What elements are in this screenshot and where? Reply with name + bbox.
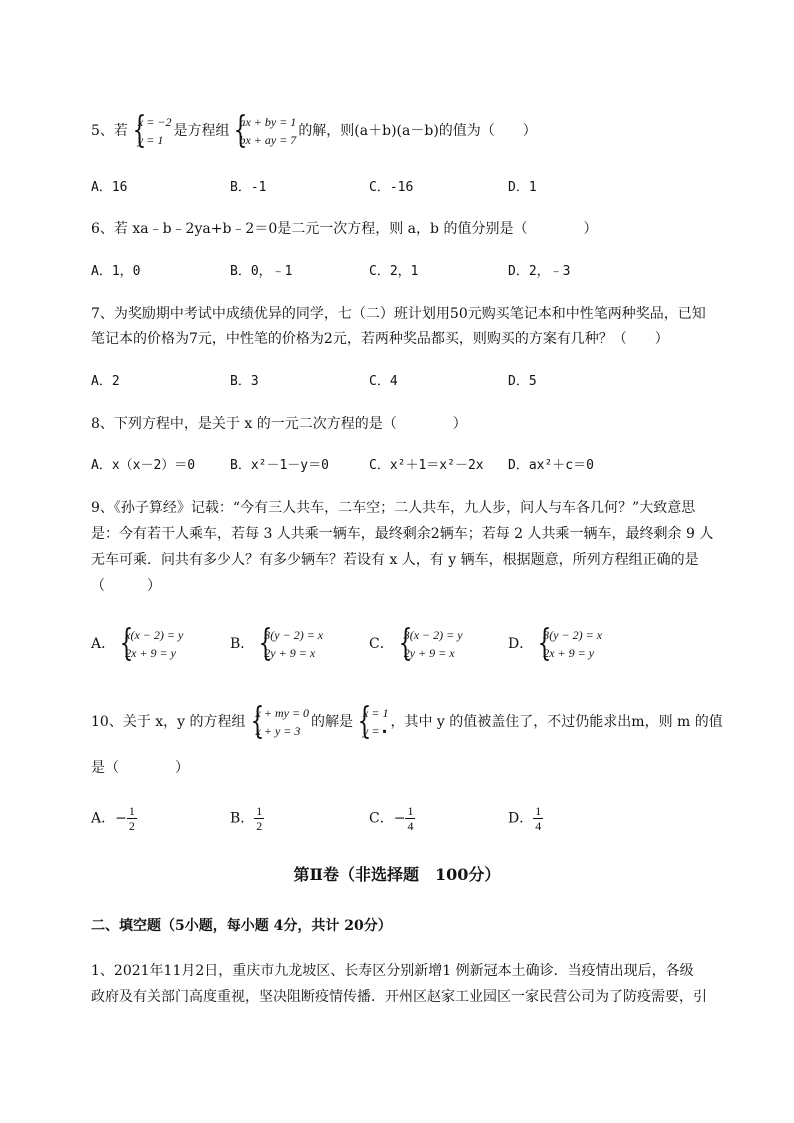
q5-sys1-row1: { x = −2	[137, 115, 172, 129]
q10-c-sign: −	[393, 810, 406, 827]
q9-option-c-system	[396, 626, 463, 662]
q8-option-d: D．ax²＋c＝0	[508, 458, 594, 473]
q5-sys1-row2: y = 1	[137, 133, 164, 147]
q9-a-row1: { x(x − 2) = y	[125, 628, 184, 642]
question-8: 8、下列方程中，是关于 x 的一元二次方程的是（ ）	[91, 416, 467, 432]
q10-sys1-row2: x + y = 3	[255, 724, 301, 738]
q9-b-row1: { 3(y − 2) = x	[264, 628, 324, 642]
part-2-title: 第Ⅱ卷（非选择题 100分）	[293, 865, 501, 884]
q7-option-c: C．4	[369, 374, 398, 389]
q10-c-fraction	[405, 804, 415, 833]
q10-mid: 的解是	[311, 714, 354, 730]
q10-solution-system	[355, 704, 388, 740]
q6-option-d: D．2，﹣3	[508, 264, 571, 279]
q10-d-fraction	[533, 804, 543, 833]
q8-option-a: A．x（x－2）＝0	[91, 458, 196, 473]
q10-d-denominator: 4	[535, 819, 542, 833]
q5-option-d: D．1	[508, 180, 537, 195]
q9-c-row1: { 3(x − 2) = y	[403, 628, 463, 642]
q10-option-b	[230, 804, 264, 833]
q9-option-a-system	[117, 626, 183, 662]
q10-a-sign: −	[115, 810, 127, 827]
q9-option-a	[91, 626, 185, 662]
q10-option-c	[369, 804, 415, 833]
q9-option-d-label: D．	[508, 636, 534, 652]
q9-b-row2: 2y + 9 = x	[264, 646, 316, 660]
question-10-line-2: 是（ ）	[91, 760, 189, 776]
question-9-line-1: 9、《孙子算经》记载：“今有三人共车，二车空；二人共车，九人步，问人与车各几何？”大致意思	[91, 500, 696, 516]
q5-sys2-row1: { ax + by = 1	[239, 115, 297, 129]
q6-option-b: B．0，﹣1	[230, 264, 293, 279]
q9-option-c	[369, 626, 465, 662]
q9-a-row2: 2x + 9 = y	[125, 646, 176, 660]
q9-d-row2: 2x + 9 = y	[543, 646, 595, 660]
q5-solution-system	[130, 113, 172, 149]
fill-question-1-line-1: 1、2021年11月2日，重庆市九龙坡区、长寿区分别新增1 例新冠本土确诊．当疫情出现后，各级	[91, 963, 694, 979]
q10-sys1-row1: { x + my = 0	[255, 706, 310, 720]
question-6: 6、若 xa﹣b﹣2ya+b﹣2＝0是二元一次方程，则 a，b 的值分别是（ ）	[91, 221, 598, 237]
q9-d-row1: { 3(y − 2) = x	[543, 628, 603, 642]
q9-c-row2: 2y + 9 = x	[403, 646, 455, 660]
q9-option-d	[508, 626, 604, 662]
q10-equation-system	[248, 704, 310, 740]
q10-a-label: A．	[91, 810, 116, 827]
q5-option-c: C．-16	[369, 180, 414, 195]
q7-option-a: A．2	[91, 374, 120, 389]
q10-b-numerator: 1	[256, 804, 263, 818]
question-10-line-1	[91, 704, 723, 740]
q10-c-denominator: 4	[407, 819, 414, 833]
q10-d-numerator: 1	[535, 804, 542, 818]
q9-option-d-system	[535, 626, 602, 662]
q5-sys2-row2: bx + ay = 7	[239, 133, 297, 147]
q5-option-a: A．16	[91, 180, 128, 195]
q5-suffix: 的解，则(a＋b)(a－b)的值为（ ）	[298, 123, 537, 139]
q5-prefix: 5、若	[91, 123, 128, 139]
q5-equation-system	[231, 113, 296, 149]
q9-option-a-label: A．	[91, 636, 116, 652]
q9-option-b	[230, 626, 325, 662]
q10-prefix: 10、关于 x，y 的方程组	[91, 714, 246, 730]
q5-mid: 是方程组	[173, 123, 230, 139]
q10-c-numerator: 1	[407, 804, 414, 818]
q10-a-denominator: 2	[128, 819, 135, 833]
q10-sys2-row1: { x = 1	[363, 706, 389, 720]
q10-c-label: C．	[369, 810, 394, 827]
fill-question-1-line-2: 政府及有关部门高度重视，坚决阻断疫情传播．开州区赵家工业园区一家民营公司为了防疫需要，引	[91, 989, 707, 1005]
question-5	[91, 113, 537, 149]
q9-option-b-system	[256, 626, 323, 662]
section-2-heading: 二、填空题（5小题，每小题 4分，共计 20分）	[91, 918, 392, 934]
q10-b-denominator: 2	[256, 819, 263, 833]
q10-option-d	[508, 804, 543, 833]
q8-option-c: C．x²＋1＝x²－2x	[369, 458, 484, 473]
question-7-line-2: 笔记本的价格为7元，中性笔的价格为2元，若两种奖品都买，则购买的方案有几种？（ ）	[91, 331, 669, 347]
q6-option-c: C．2，1	[369, 264, 419, 279]
q10-b-label: B．	[230, 810, 255, 827]
q10-sys2-row2: y = ▪	[363, 724, 387, 738]
q7-option-d: D．5	[508, 374, 537, 389]
q10-b-fraction	[254, 804, 264, 833]
q10-a-numerator: 1	[128, 804, 135, 818]
q10-a-fraction	[127, 804, 137, 833]
q9-option-b-label: B．	[230, 636, 255, 652]
q10-suffix: ，其中 y 的值被盖住了，不过仍能求出m，则 m 的值	[390, 714, 723, 730]
question-9-line-4: （ ）	[91, 578, 161, 594]
q10-d-label: D．	[508, 810, 534, 827]
question-7-line-1: 7、为奖励期中考试中成绩优异的同学，七（二）班计划用50元购买笔记本和中性笔两种奖品，已知	[91, 306, 706, 322]
q9-option-c-label: C．	[369, 636, 394, 652]
q10-option-a	[91, 804, 137, 833]
q8-option-b: B．x²－1－y＝0	[230, 458, 329, 473]
question-9-line-2: 是：今有若干人乘车，若每 3 人共乘一辆车，最终剩余2辆车；若每 2 人共乘一辆车，最终剩余 9 人	[91, 526, 714, 542]
q6-option-a: A．1，0	[91, 264, 141, 279]
question-9-line-3: 无车可乘．问共有多少人？有多少辆车？若设有 x 人，有 y 辆车，根据题意，所列方程组正确的是	[91, 552, 699, 568]
q7-option-b: B．3	[230, 374, 259, 389]
q5-option-b: B．-1	[230, 180, 267, 195]
